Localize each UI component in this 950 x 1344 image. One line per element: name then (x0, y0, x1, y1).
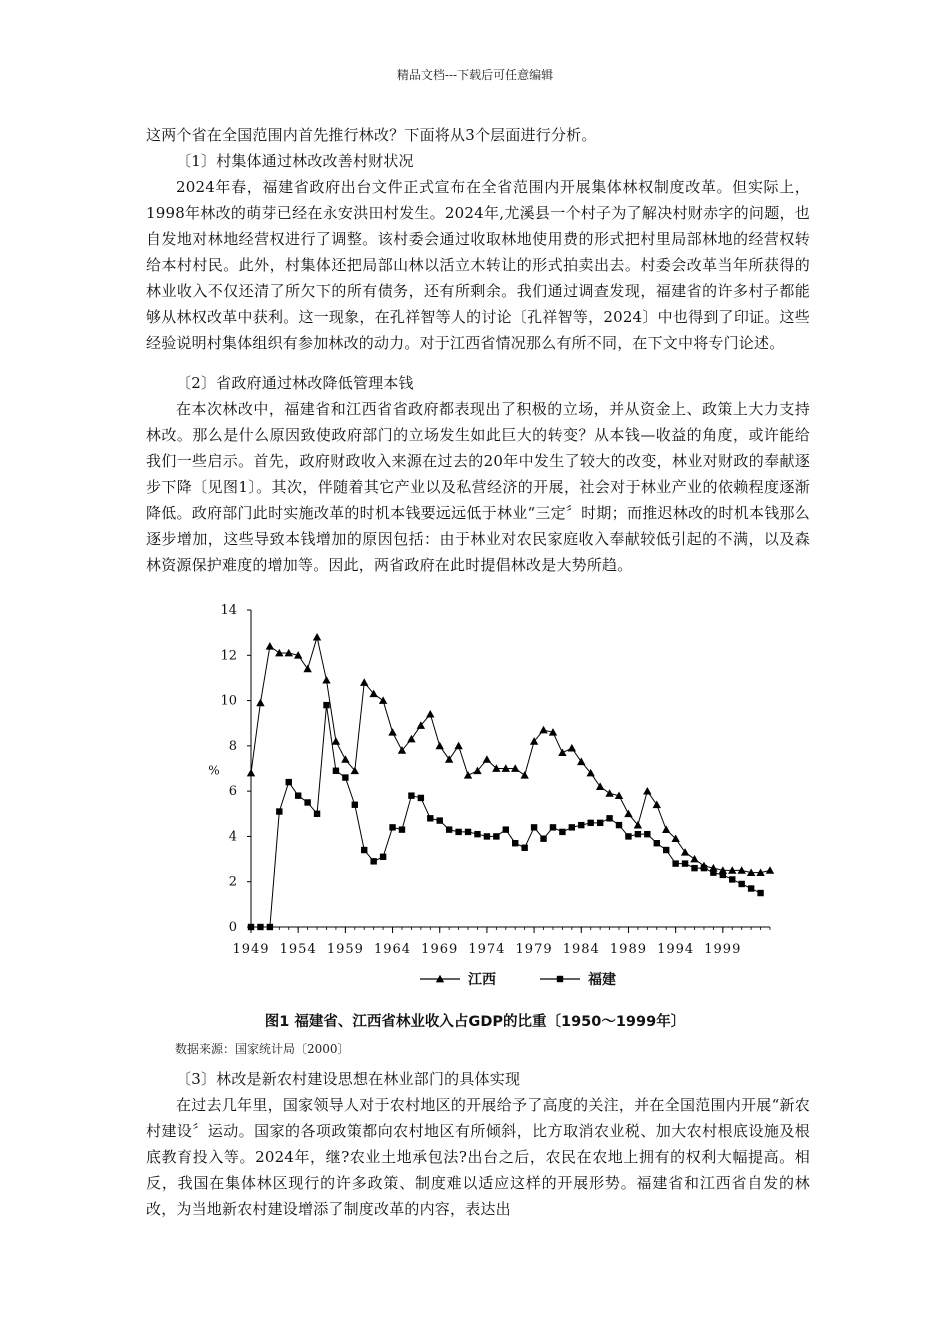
series-fujian (248, 702, 764, 930)
series-jiangxi (247, 633, 774, 876)
data-point (276, 808, 282, 814)
y-tick-label: 8 (228, 738, 237, 754)
data-point (520, 771, 528, 779)
data-point (256, 699, 264, 707)
data-point (539, 726, 547, 734)
data-point (313, 633, 321, 641)
data-point (635, 831, 641, 837)
data-point (474, 831, 480, 837)
y-tick-label: 14 (220, 603, 237, 618)
y-tick-label: 2 (228, 874, 237, 890)
data-point (653, 801, 661, 809)
data-point (729, 876, 735, 882)
x-tick-label: 1989 (609, 942, 648, 957)
data-point (352, 802, 358, 808)
data-point (483, 755, 491, 763)
data-point (388, 728, 396, 736)
data-point (267, 924, 273, 930)
data-point (710, 869, 716, 875)
data-point (569, 824, 575, 830)
data-point (322, 676, 330, 684)
data-point (663, 847, 669, 853)
paragraph-village: 2024年春，福建省政府出台文件正式宣布在全省范围内开展集体林权制度改革。但实际上，1998年林改的萌芽已经在永安洪田村发生。2024年,尤溪县一个村子为了解决村财赤字的问题，也自发地对林地经营权进行了调整。该村委会通过收取林地使用费的形式把村里局部林地的经营权转给本村村民。此外，村集体还把局部山林以活立木转让的形式拍卖出去。村委会改革当年所获得的林业收入不仅还清了所欠下的所有债务，还有所剩余。我们通过调查发现，福建省的许多村子都能够从林权改革中获利。这一现象，在孔祥智等人的讨论〔孔祥智等，2024〕中也得到了印证。这些经验说明村集体组织有参加林改的动力。对于江西省情况那么有所不同，在下文中将专门论述。 (146, 178, 810, 352)
data-point (606, 815, 612, 821)
data-point (484, 833, 490, 839)
data-point (596, 782, 604, 790)
data-point (332, 737, 340, 745)
data-point (578, 822, 584, 828)
data-point (437, 817, 443, 823)
y-tick-label: 12 (220, 648, 237, 664)
data-point (333, 768, 339, 774)
legend-marker (557, 976, 563, 982)
data-point (558, 748, 566, 756)
data-point (597, 820, 603, 826)
data-point (407, 735, 415, 743)
data-point (455, 829, 461, 835)
data-point (304, 799, 310, 805)
data-point (454, 742, 462, 750)
section-heading-3: 〔3〕林改是新农村建设思想在林业部门的具体实现 (176, 1070, 521, 1088)
x-tick-label: 1969 (421, 942, 459, 957)
data-point (588, 820, 594, 826)
data-point (701, 865, 707, 871)
data-point (512, 840, 518, 846)
data-point (493, 833, 499, 839)
legend-label: 江西 (468, 972, 496, 988)
paragraph-intro: 这两个省在全国范围内首先推行林改？下面将从3个层面进行分析。 (146, 126, 597, 144)
data-point (654, 840, 660, 846)
data-point (379, 696, 387, 704)
y-axis-label: % (208, 763, 220, 778)
forestry-gdp-chart (0, 590, 950, 1010)
x-tick-label: 1949 (232, 942, 270, 957)
x-tick-label: 1974 (468, 942, 506, 957)
figure-caption: 图1 福建省、江西省林业收入占GDP的比重〔1950～1999年〕 (264, 1014, 686, 1030)
data-point (643, 787, 651, 795)
data-point (577, 758, 585, 766)
data-point (521, 845, 527, 851)
data-point (248, 924, 254, 930)
y-tick-label: 10 (220, 693, 237, 709)
data-point (644, 831, 650, 837)
x-tick-label: 1994 (657, 942, 695, 957)
section-heading-2: 〔2〕省政府通过林改降低管理本钱 (176, 374, 414, 392)
data-point (568, 744, 576, 752)
data-point (757, 890, 763, 896)
data-point (662, 825, 670, 833)
data-point (682, 860, 688, 866)
data-point (370, 858, 376, 864)
data-point (361, 847, 367, 853)
paragraph-new-countryside: 在过去几年里，国家领导人对于农村地区的开展给予了高度的关注，并在全国范围内开展“新农村建设〞运动。国家的各项政策都向农村地区有所倾斜，比方取消农业税、加大农村根底设施及根底教育投入等。2024年，继?农业土地承包法?出台之后，农民在农地上拥有的权利大幅提高。相反，我国在集体林区现行的许多政策、制度难以适应这样的开展形势。福建省和江西省自发的林改，为当地新农村建设增添了制度改革的内容，表达出 (146, 1096, 810, 1218)
x-tick-label: 1984 (562, 942, 600, 957)
data-point (257, 924, 263, 930)
data-point (323, 702, 329, 708)
data-point (624, 810, 632, 818)
data-point (303, 665, 311, 673)
y-tick-label: 4 (228, 829, 237, 845)
data-point (445, 755, 453, 763)
data-point (418, 795, 424, 801)
data-point (690, 855, 698, 863)
data-point (426, 710, 434, 718)
series-line (251, 705, 761, 927)
data-point (360, 678, 368, 686)
data-point (408, 792, 414, 798)
data-point (531, 824, 537, 830)
x-tick-label: 1959 (326, 942, 364, 957)
data-point (616, 822, 622, 828)
section-heading-1: 〔1〕村集体通过林改改善村财状况 (176, 152, 414, 170)
data-point (341, 755, 349, 763)
data-point (286, 779, 292, 785)
data-point (748, 885, 754, 891)
data-point (766, 866, 774, 874)
data-point (465, 829, 471, 835)
data-point (691, 865, 697, 871)
series-line (251, 637, 770, 872)
data-point (559, 829, 565, 835)
page-header: 精品文档---下载后可任意编辑 (396, 68, 554, 82)
data-point (380, 854, 386, 860)
y-tick-label: 0 (228, 920, 237, 935)
data-point (389, 824, 395, 830)
data-point (295, 792, 301, 798)
data-point (738, 881, 744, 887)
data-point (550, 824, 556, 830)
data-point (503, 826, 509, 832)
data-point (436, 742, 444, 750)
legend-label: 福建 (588, 972, 616, 988)
x-tick-label: 1979 (515, 942, 553, 957)
paragraph-province: 在本次林改中，福建省和江西省省政府都表现出了积极的立场，并从资金上、政策上大力支持林改。那么是什么原因致使政府部门的立场发生如此巨大的转变？从本钱—收益的角度，或许能给我们一些启示。首先，政府财政收入来源在过去的20年中发生了较大的改变，林业对财政的奉献逐步下降〔见图1〕。其次，伴随着其它产业以及私营经济的开展，社会对于林业产业的依赖程度逐渐降低。政府部门此时实施改革的时机本钱要远远低于林业“三定〞时期；而推迟林改的时机本钱那么逐步增加，这些导致本钱增加的原因包括：由于林业对农民家庭收入奉献较低引起的不满，以及森林资源保护难度的增加等。因此，两省政府在此时提倡林改是大势所趋。 (146, 400, 810, 574)
x-tick-label: 1999 (704, 942, 742, 957)
data-point (605, 789, 613, 797)
data-point (681, 848, 689, 856)
data-point (540, 835, 546, 841)
data-source-note: 数据来源：国家统计局〔2000〕 (175, 1042, 350, 1056)
data-point (266, 642, 274, 650)
data-point (672, 860, 678, 866)
data-point (720, 872, 726, 878)
data-point (427, 815, 433, 821)
y-tick-label: 6 (228, 784, 237, 800)
x-tick-label: 1954 (279, 942, 317, 957)
data-point (247, 769, 255, 777)
data-point (342, 774, 348, 780)
data-point (314, 811, 320, 817)
data-point (625, 833, 631, 839)
x-tick-label: 1964 (373, 942, 412, 957)
data-point (399, 826, 405, 832)
data-point (446, 826, 452, 832)
data-point (464, 771, 472, 779)
